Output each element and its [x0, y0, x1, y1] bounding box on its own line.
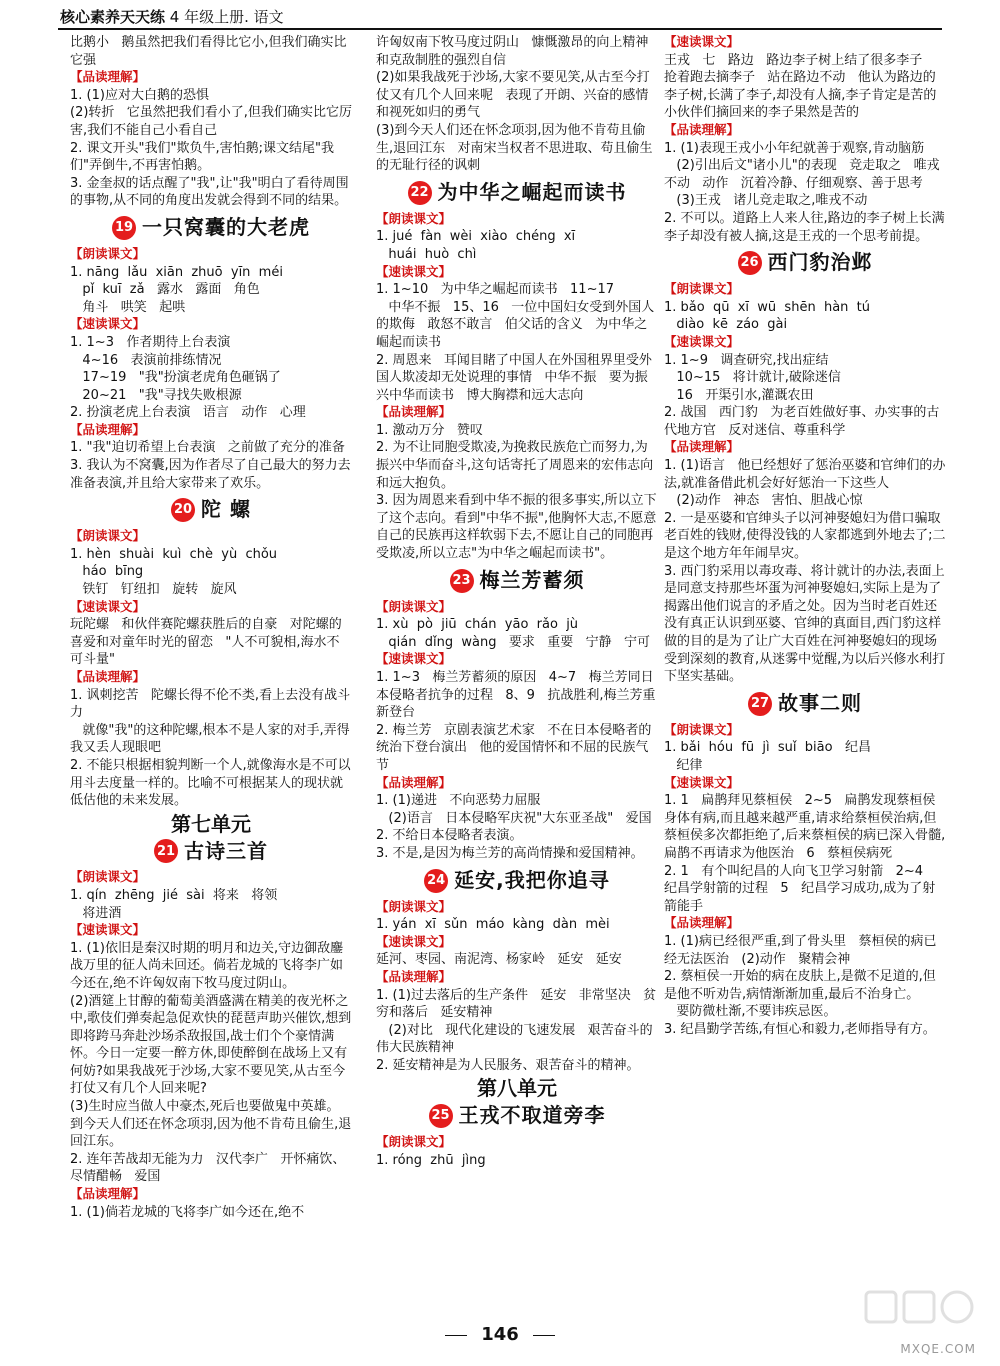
section-tag: 【品读理解】 [664, 915, 740, 931]
answer-text: 1. 1~3 梅兰芳蓄须的原因 4~7 梅兰芳同日本侵略者抗争的过程 8、9 抗战胜利,梅兰芳重新登台 [376, 670, 656, 721]
series-title: 核心素养天天练 [60, 8, 166, 26]
answer-text: 1. xù pò jiū chán yāo rǎo jù qián dǐng wàng 要求 重要 宁静 宁可 [376, 617, 651, 650]
answer-text: 2. 1 有个叫纪昌的人向飞卫学习射箭 2~4 纪昌学射箭的过程 5 纪昌学习成功,成为了射箭能手 [664, 863, 936, 914]
answer-text: 2. 不可以。道路上人来人往,路边的李子树上长满李子却没有被人摘,这是王戎的一个思考前提。 [664, 210, 945, 244]
answer-text: 2. 梅兰芳 京剧表演艺术家 不在日本侵略者的统治下登台演出 他的爱国情怀和不屈的民族气节 [376, 722, 652, 773]
section-heading [376, 969, 658, 987]
section-tag: 【品读理解】 [376, 404, 452, 420]
answer-text: 2. 战国 西门豹 为老百姓做好事、办实事的古代地方官 反对迷信、尊重科学 [664, 405, 940, 438]
section-tag: 【朗读课文】 [70, 528, 146, 544]
answer-text: 3. 西门豹采用以毒攻毒、将计就计的办法,表面上是同意支持那些坏蛋为河神娶媳妇,实际上是为了揭露出他们说言的矛盾之处。因为当时老百姓还没有真正认识到巫婆、官绅的真面目,西门豹这样做的目的是为了让广大百姓在河神娶媳妇的现场受到深刻的教育,从迷雾中觉醒,为以后兴修水利打下坚实基础。 [664, 563, 946, 685]
lesson-heading [70, 839, 352, 863]
unit-title: 第八单元 [477, 1076, 557, 1101]
section-heading [664, 722, 946, 740]
answer-text: 1. nāng lǎu xiān zhuō yīn méi pǐ kuī zǎ 露水 露面 角色 角斗 哄笑 起哄 [70, 264, 283, 315]
answer-text: 3. 纪昌勤学苦练,有恒心和毅力,老师指导有方。 [664, 1021, 936, 1037]
lesson-number-badge: 19 [112, 216, 136, 240]
answer-text: 1. 1 扁鹊拜见蔡桓侯 2~5 扁鹊发现蔡桓侯身体有病,而且越来越严重,请求给蔡桓侯治病,但蔡桓侯多次都拒绝了,后来蔡桓侯的病已深入骨髓,扁鹊不再请求为他医治 6 蔡桓侯病死 [664, 793, 946, 861]
section-tag: 【速读课文】 [376, 651, 452, 667]
unit-title: 第七单元 [171, 811, 251, 836]
section-heading [376, 264, 658, 282]
lesson-title: 古诗三首 [184, 838, 268, 863]
section-tag: 【朗读课文】 [664, 281, 740, 297]
answer-text: 1. hèn shuài kuì chè yù chǒu háo bīng 铁钉 钉纽扣 旋转 旋风 [70, 546, 278, 598]
section-heading [70, 669, 352, 687]
answer-text: 2. 周恩来 耳闻目睹了中国人在外国租界里受外国人欺凌却无处说理的事情 中华不振 要为振兴中华而读书 博大胸襟和远大志向 [376, 352, 652, 403]
column-left [70, 34, 352, 1221]
section-tag: 【速读课文】 [664, 774, 740, 790]
section-tag: 【速读课文】 [70, 598, 146, 614]
answer-text: 1. qín zhēng jié sài 将来 将领 将进酒 [70, 887, 278, 921]
section-heading [664, 281, 946, 299]
answer-text: 延河、枣园、南泥湾、杨家岭 延安 延安 [376, 952, 622, 968]
answer-text: 1. 激动万分 赞叹 [376, 422, 483, 438]
section-heading [664, 122, 946, 140]
section-tag: 【朗读课文】 [70, 869, 146, 885]
section-tag: 【品读理解】 [376, 968, 452, 984]
answer-text: 1. (1)应对大白鹅的恐惧 (2)转折 它虽然把我们看小了,但我们确实比它厉害,我们不能自己小看自己 [70, 87, 352, 138]
section-heading [376, 899, 658, 917]
answer-text: 2. 为不让同胞受欺凌,为挽救民族危亡而努力,为振兴中华而奋斗,这句话寄托了周恩来的宏伟志向和远大抱负。 [376, 440, 654, 491]
answer-text: 1. yán xī sǔn máo kàng dàn mèi [376, 917, 610, 933]
lesson-title: 故事二则 [778, 690, 862, 715]
answer-text: 2. 课文开头"我们"欺负牛,害怕鹅;课文结尾"我们"弄倒牛,不再害怕鹅。 [70, 140, 334, 174]
answer-text: 1. (1)递进 不向恶势力屈服 (2)语言 日本侵略军庆祝"大东亚圣战" 爱国 [376, 793, 652, 826]
lesson-heading [376, 1104, 658, 1128]
answer-text: 3. 我认为不窝囊,因为作者尽了自己最大的努力去准备表演,并且给大家带来了欢乐。 [70, 458, 351, 491]
section-tag: 【品读理解】 [376, 774, 452, 790]
section-tag: 【速读课文】 [664, 34, 740, 49]
section-heading [70, 1186, 352, 1204]
column-middle [376, 34, 658, 1169]
answer-text: 2. 连年苦战却无能为力 汉代李广 开怀痛饮、尽情醋畅 爱国 [70, 1151, 346, 1185]
section-heading [376, 599, 658, 617]
lesson-title: 梅兰芳蓄须 [479, 567, 585, 592]
section-heading [376, 775, 658, 793]
lesson-heading [70, 498, 352, 522]
answer-text: 3. 因为周恩来看到中华不振的很多事实,所以立下了这个志向。看到"中华不振",他胸怀大志,不愿意自己的民族再这样软弱下去,不愿让自己的同胞再受欺凌,所以立志"为中华之崛起而读书"。 [376, 493, 657, 562]
section-tag: 【朗读课文】 [376, 210, 452, 226]
lesson-number-badge: 21 [154, 839, 178, 863]
lesson-heading [376, 181, 658, 205]
answer-text: 3. 金奎叔的话点醒了"我",让"我"明白了看待周围的事物,从不同的角度出发就会得到不同的结果。 [70, 175, 349, 209]
answer-text: 1. 1~3 作者期待上台表演 4~16 表演前排练情况 17~19 "我"扮演老虎角色砸锅了 20~21 "我"寻找失败根源 [70, 334, 281, 403]
section-heading [70, 869, 352, 887]
section-heading [70, 316, 352, 334]
section-tag: 【速读课文】 [664, 333, 740, 349]
lesson-number-badge: 23 [450, 569, 474, 593]
lesson-number-badge: 24 [424, 869, 448, 893]
answer-text: 1. (1)过去落后的生产条件 延安 非常坚决 贫穷和落后 延安精神 (2)对比 现代化建设的飞速发展 艰苦奋斗的伟大民族精神 [376, 987, 657, 1056]
answer-text: 1. 讽刺挖苦 陀螺长得不伦不类,看上去没有战斗力 就像"我"的这种陀螺,根本不是人家的对手,弄得我又丢人现眼吧 [70, 687, 351, 756]
lesson-heading [376, 869, 658, 893]
section-tag: 【速读课文】 [376, 263, 452, 279]
section-tag: 【品读理解】 [70, 421, 146, 437]
lesson-title: 一只窝囊的大老虎 [142, 215, 310, 240]
answer-text: 1. 1~10 为中华之崛起而读书 11~17 中华不振 15、16 一位中国妇女受到外国人的欺侮 敢怒不敢言 伯父话的含义 为中华之崛起而读书 [376, 282, 655, 350]
answer-text: 2. 扮演老虎上台表演 语言 动作 心理 [70, 405, 306, 421]
section-heading [70, 246, 352, 264]
lesson-number-badge: 26 [738, 251, 762, 275]
section-heading [70, 69, 352, 87]
section-tag: 【朗读课文】 [70, 245, 146, 261]
page-footer [0, 1324, 1000, 1345]
answer-text: 1. 1~9 调查研究,找出症结 10~15 将计就计,破除迷信 16 开渠引水,灌溉农田 [664, 352, 841, 403]
section-heading [376, 651, 658, 669]
section-tag: 【品读理解】 [664, 121, 740, 137]
lesson-heading [376, 569, 658, 593]
lesson-title: 王戎不取道旁李 [458, 1103, 606, 1128]
section-tag: 【速读课文】 [70, 922, 146, 938]
answer-text: 1. (1)倘若龙城的飞将李广如今还在,绝不 [70, 1204, 305, 1220]
lesson-heading [664, 692, 946, 716]
section-tag: 【朗读课文】 [376, 898, 452, 914]
section-heading [70, 922, 352, 940]
answer-text: 1. (1)病已经很严重,到了骨头里 蔡桓侯的病已经无法医治 (2)动作 聚精会神 [664, 933, 937, 967]
lesson-number-badge: 27 [748, 692, 772, 716]
section-heading [70, 422, 352, 440]
answer-text: 1. (1)依旧是秦汉时期的明月和边关,守边御敌鏖战万里的征人尚未回还。倘若龙城的飞将李广如今还在,绝不许匈奴南下牧马度过阴山。 (2)酒筵上甘醇的葡萄美酒盛满在精美的夜光杯之中,歌伎们弹奏起急促欢快的琵琶声助兴催饮,想到即将跨马奔赴沙场杀敌报国,战士们个个豪情满怀。今日一定要一醉方休,即使醉倒在战场上又有何妨?如果我战死于沙场,大家不要见笑,从古至今打仗又有几个人回来呢? (3)生时应当做人中豪杰,死后也要做鬼中英雄。到今天人们还在怀念项羽,因为他不肯苟且偷生,退回江东。 [70, 940, 352, 1150]
answer-text: 许匈奴南下牧马度过阴山 慷慨激昂的向上精神和克敌制胜的强烈自信 (2)如果我战死于沙场,大家不要见笑,从古至今打仗又有几个人回来呢 表现了开朗、兴奋的感情和视死如归的勇气 (3)到今天人们还在怀念项羽,因为他不肯苟且偷生,退回江东 对南宋当权者不思进取、苟且偷生的无耻行径的讽刺 [376, 35, 653, 174]
page-number: 146 [481, 1324, 519, 1345]
section-heading [376, 404, 658, 422]
section-heading [664, 915, 946, 933]
section-tag: 【速读课文】 [376, 933, 452, 949]
answer-text: 2. 延安精神是为人民服务、艰苦奋斗的精神。 [376, 1057, 640, 1073]
section-heading [664, 34, 946, 52]
answer-text: 1. (1)语言 他已经想好了惩治巫婆和官绅们的办法,就准备借此机会好好惩治一下这些人 (2)动作 神态 害怕、胆战心惊 [664, 458, 946, 509]
section-tag: 【品读理解】 [70, 669, 146, 684]
answer-text: 2. 不能只根据相貌判断一个人,就像海水是不可以用斗去度量一样的。比喻不可根据某人的现状就低估他的未来发展。 [70, 757, 351, 809]
answer-text: 1. (1)表现王戎小小年纪就善于观察,肯动脑筋 (2)引出后文"诸小儿"的表现 竞走取之 唯戎不动 动作 沉着冷静、仔细观察、善于思考 (3)王戎 诸儿竞走取之,唯戎不动 [664, 140, 940, 209]
answer-text: 1. bǎo qū xī wū shēn hàn tú diào kē záo gài [664, 299, 870, 333]
lesson-heading [70, 216, 352, 240]
section-heading [376, 211, 658, 229]
section-tag: 【品读理解】 [70, 1186, 146, 1202]
footer-dash [445, 1335, 467, 1336]
section-tag: 【朗读课文】 [376, 1134, 452, 1150]
section-heading [70, 599, 352, 617]
section-heading [70, 528, 352, 546]
lesson-number-badge: 25 [429, 1104, 453, 1128]
answer-text: 比鹅小 鹅虽然把我们看得比它小,但我们确实比它强 [70, 35, 347, 68]
answer-text: 1. bǎi hóu fū jì suǐ biāo 纪昌 纪律 [664, 740, 871, 773]
answer-text: 3. 不是,是因为梅兰芳的高尚情操和爱国精神。 [376, 845, 644, 861]
section-heading [664, 439, 946, 457]
page-header [60, 6, 284, 27]
answer-text: 1. róng zhū jìng [376, 1152, 486, 1168]
section-tag: 【品读理解】 [664, 439, 740, 455]
section-tag: 【品读理解】 [70, 69, 146, 85]
lesson-number-badge: 22 [408, 181, 432, 205]
answer-text: 1. "我"迫切希望上台表演 之前做了充分的准备 [70, 440, 345, 456]
answer-text: 2. 蔡桓侯一开始的病在皮肤上,是微不足道的,但是他不听劝告,病情渐渐加重,最后不治身亡。 要防微杜渐,不要讳疾忌医。 [664, 969, 936, 1020]
lesson-title: 延安,我把你追寻 [454, 867, 610, 892]
answer-text: 王戎 七 路边 路边李子树上结了很多李子 抢着跑去摘李子 站在路边不动 他认为路边的李子树,长满了李子,却没有人摘,李子肯定是苦的 小伙伴们摘回来的李子果然是苦的 [664, 52, 949, 121]
column-right [664, 34, 949, 1038]
lesson-title: 陀 螺 [201, 497, 251, 522]
lesson-heading [664, 251, 946, 275]
section-heading [664, 775, 946, 793]
lesson-title: 西门豹治邺 [767, 250, 873, 275]
lesson-title: 为中华之崛起而读书 [437, 179, 627, 204]
answer-text: 2. 不给日本侵略者表演。 [376, 828, 523, 844]
section-heading [376, 934, 658, 952]
section-tag: 【速读课文】 [70, 316, 146, 332]
answer-text: 2. 一是巫婆和官绅头子以河神娶媳妇为借口骗取老百姓的钱财,使得没钱的人家都逃到外地去了;二是这个地方年年闹旱灾。 [664, 510, 946, 562]
grade-subject: 4 年级上册. 语文 [169, 8, 284, 26]
lesson-number-badge: 20 [171, 498, 195, 522]
answer-text: 玩陀螺 和伙伴赛陀螺获胜后的自豪 对陀螺的喜爱和对童年时光的留恋 "人不可貌相,海水不可斗量" [70, 617, 342, 668]
watermark-text: MXQE.COM [900, 1342, 976, 1356]
section-heading [664, 334, 946, 352]
answer-text: 1. jué fàn wèi xiào chéng xī huái huò chì [376, 229, 576, 262]
header-rule [58, 28, 942, 30]
footer-dash [533, 1335, 555, 1336]
section-tag: 【朗读课文】 [376, 598, 452, 614]
section-heading [376, 1134, 658, 1152]
section-tag: 【朗读课文】 [664, 721, 740, 737]
